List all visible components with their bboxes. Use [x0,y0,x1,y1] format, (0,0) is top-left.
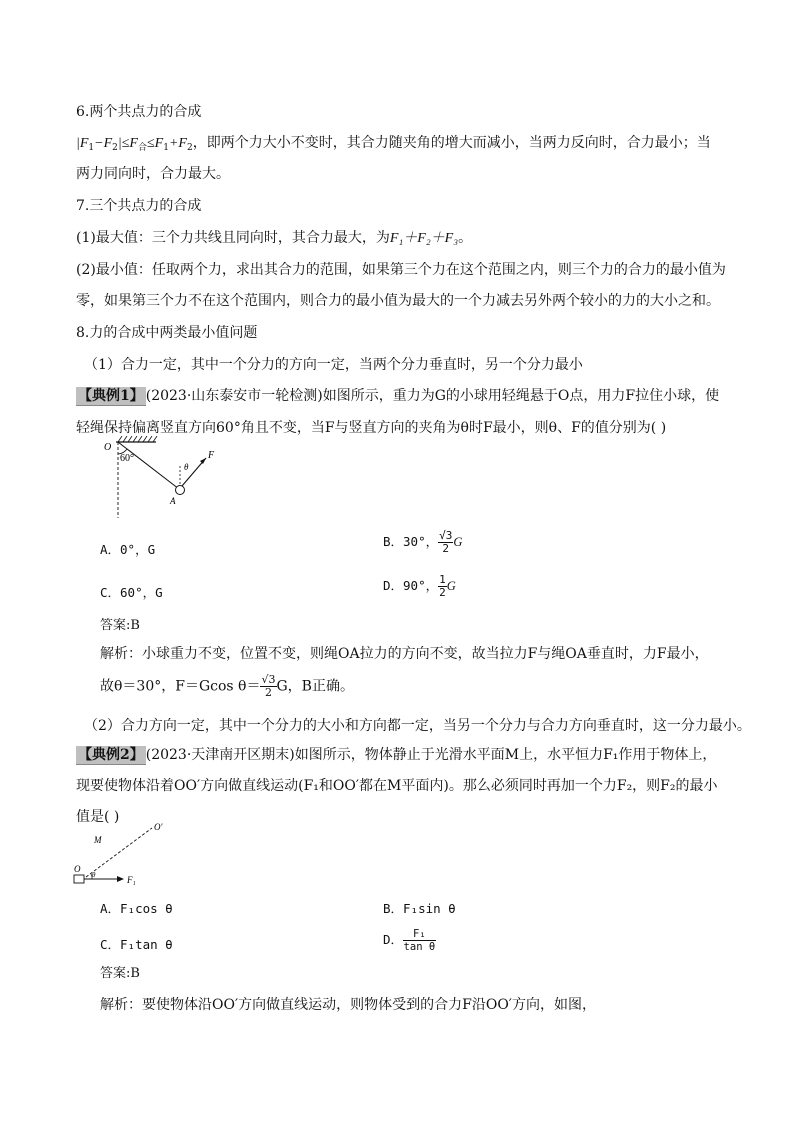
example-1-solution-line-1 [100,644,709,664]
example-2-option-c[interactable]: C．F₁tan θ [100,937,173,952]
option-d-num: 1 [439,573,446,586]
option-d-fraction [438,574,447,599]
subscript-he: 合 [137,143,147,153]
section-6-line-2: 两力同向时，合力最大。 [76,166,230,182]
solution-2-text: 要使物体沿OO′方向做直线运动，则物体受到的合力F沿OO′方向，如图， [142,997,596,1013]
section-6-text: ，即两个力大小不变时，其合力随夹角的增大而减小，当两力反向时，合力最小；当 [192,135,711,151]
solution-num: √3 [261,673,276,686]
option-d-tail: G [446,579,456,593]
section-6-title: 6.两个共点力的合成 [76,104,202,120]
fig2-label-theta: θ [92,871,96,879]
option-b-label: B．30°， [383,534,439,549]
fig-label-a: A [170,496,176,506]
section-7-max-text: (1)最大值：三个力共线且同向时，其合力最大，为 [76,230,390,246]
example-1-line-1 [76,386,719,406]
solution-text-b: G，B正确。 [276,678,354,695]
fig2-label-o: O [74,864,81,874]
formula-part: ≤F [146,136,164,151]
example-2-option-b[interactable]: B．F₁sin θ [383,901,456,916]
fig-label-o: O [104,442,112,453]
example-2-solution-line-1 [100,995,596,1015]
section-7-min-line-1: (2)最小值：任取两个力，求出其合力的范围，如果第三个力在这个范围之内，则三个力的合力的最小值为 [76,262,726,278]
option-d2-label: D． [383,932,404,947]
option-d2-fraction [403,928,436,953]
formula-part: −F [94,136,113,151]
option-d2-den: tan θ [403,941,436,953]
example-1-answer: 答案:B [100,618,140,633]
example-1-option-d[interactable] [383,574,456,599]
example-2-line-1 [76,745,716,765]
formula-part: +F [168,136,187,151]
solution-text: 小球重力不变，位置不变，则绳OA拉力的方向不变，故当拉力F与绳OA垂直时，力F最小， [142,646,709,662]
option-b-tail: G [453,535,463,549]
option-d-label: D．90°， [383,578,439,593]
example-2-line-3: 值是( ) [76,809,120,825]
example-1-line-2: 轻绳保持偏离竖直方向60°角且不变，当F与竖直方向的夹角为θ时F最小，则θ、F的值分别为( ) [76,420,667,436]
formula-part: |≤F [117,136,138,151]
example-1-question-1: (2023·山东泰安市一轮检测)如图所示，重力为G的小球用轻绳悬于O点，用力F拉住小球，使 [145,388,720,404]
section-8-case-2: （2）合力方向一定，其中一个分力的大小和方向都一定，当另一个分力与合力方向垂直时，这一分力最小。 [84,718,751,734]
section-7-title: 7.三个共点力的合成 [76,198,202,214]
option-d-den: 2 [439,586,446,599]
section-7-max [76,228,472,249]
fig-label-theta: θ [184,462,189,472]
section-7-max-formula: F₁＋F₂＋F₃ [389,231,459,246]
example-2-line-2: 现要使物体沿着OO′方向做直线运动(F₁和OO′都在M平面内)。那么必须同时再加一个力F₂，则F₂的最小 [76,778,718,794]
section-6-line-1: $|F_1-F_2|\le F_合\le F_1+F_2$，即两个力大小不变时，其合力随夹角的增大而减小，当两力反向时，合力最小；当 [76,135,711,153]
solution-2-label: 解析： [100,997,142,1013]
solution-label: 解析： [100,646,142,662]
fig2-label-m: M [94,835,102,845]
example-2-question-1: (2023·天津南开区期末)如图所示，物体静止于光滑水平面M上，水平恒力F₁作用于物体上， [145,747,717,763]
solution-text-a: 故θ＝30°，F＝Gcos θ＝ [100,678,261,695]
example-1-tag: 【典例1】 [78,388,144,404]
example-2-tag: 【典例2】 [78,747,144,763]
example-2-option-d[interactable] [383,928,436,953]
option-d2-num: F₁ [403,928,436,941]
example-2-figure [70,820,210,890]
option-b-num: √3 [439,529,453,542]
example-1-figure [100,436,230,526]
example-2-option-a[interactable]: A．F₁cos θ [100,901,173,916]
example-1-option-c[interactable]: C．60°，G [100,585,163,600]
fig-label-f: F [208,450,215,461]
example-1-option-b[interactable] [383,530,462,555]
fig-label-angle: 60° [120,453,134,464]
solution-fraction [260,674,276,699]
section-8-title: 8.力的合成中两类最小值问题 [76,325,258,341]
option-b-den: 2 [442,542,450,555]
fig2-label-f1: F₁ [127,875,136,885]
solution-den: 2 [264,686,272,699]
example-2-answer: 答案:B [100,966,140,981]
option-b-fraction [438,530,453,555]
example-1-option-a[interactable]: A．0°，G [100,542,156,557]
section-7-max-end: 。 [458,230,473,246]
section-8-case-1: （1）合力一定，其中一个分力的方向一定，当两个分力垂直时，另一个分力最小 [84,357,583,373]
fig2-label-o-prime: O′ [154,822,163,832]
example-1-solution-line-2 [100,674,354,699]
formula-part: |F [76,136,89,151]
section-7-min-line-2: 零，如果第三个力不在这个范围内，则合力的最小值为最大的一个力减去另外两个较小的力的大小之和。 [76,293,720,309]
